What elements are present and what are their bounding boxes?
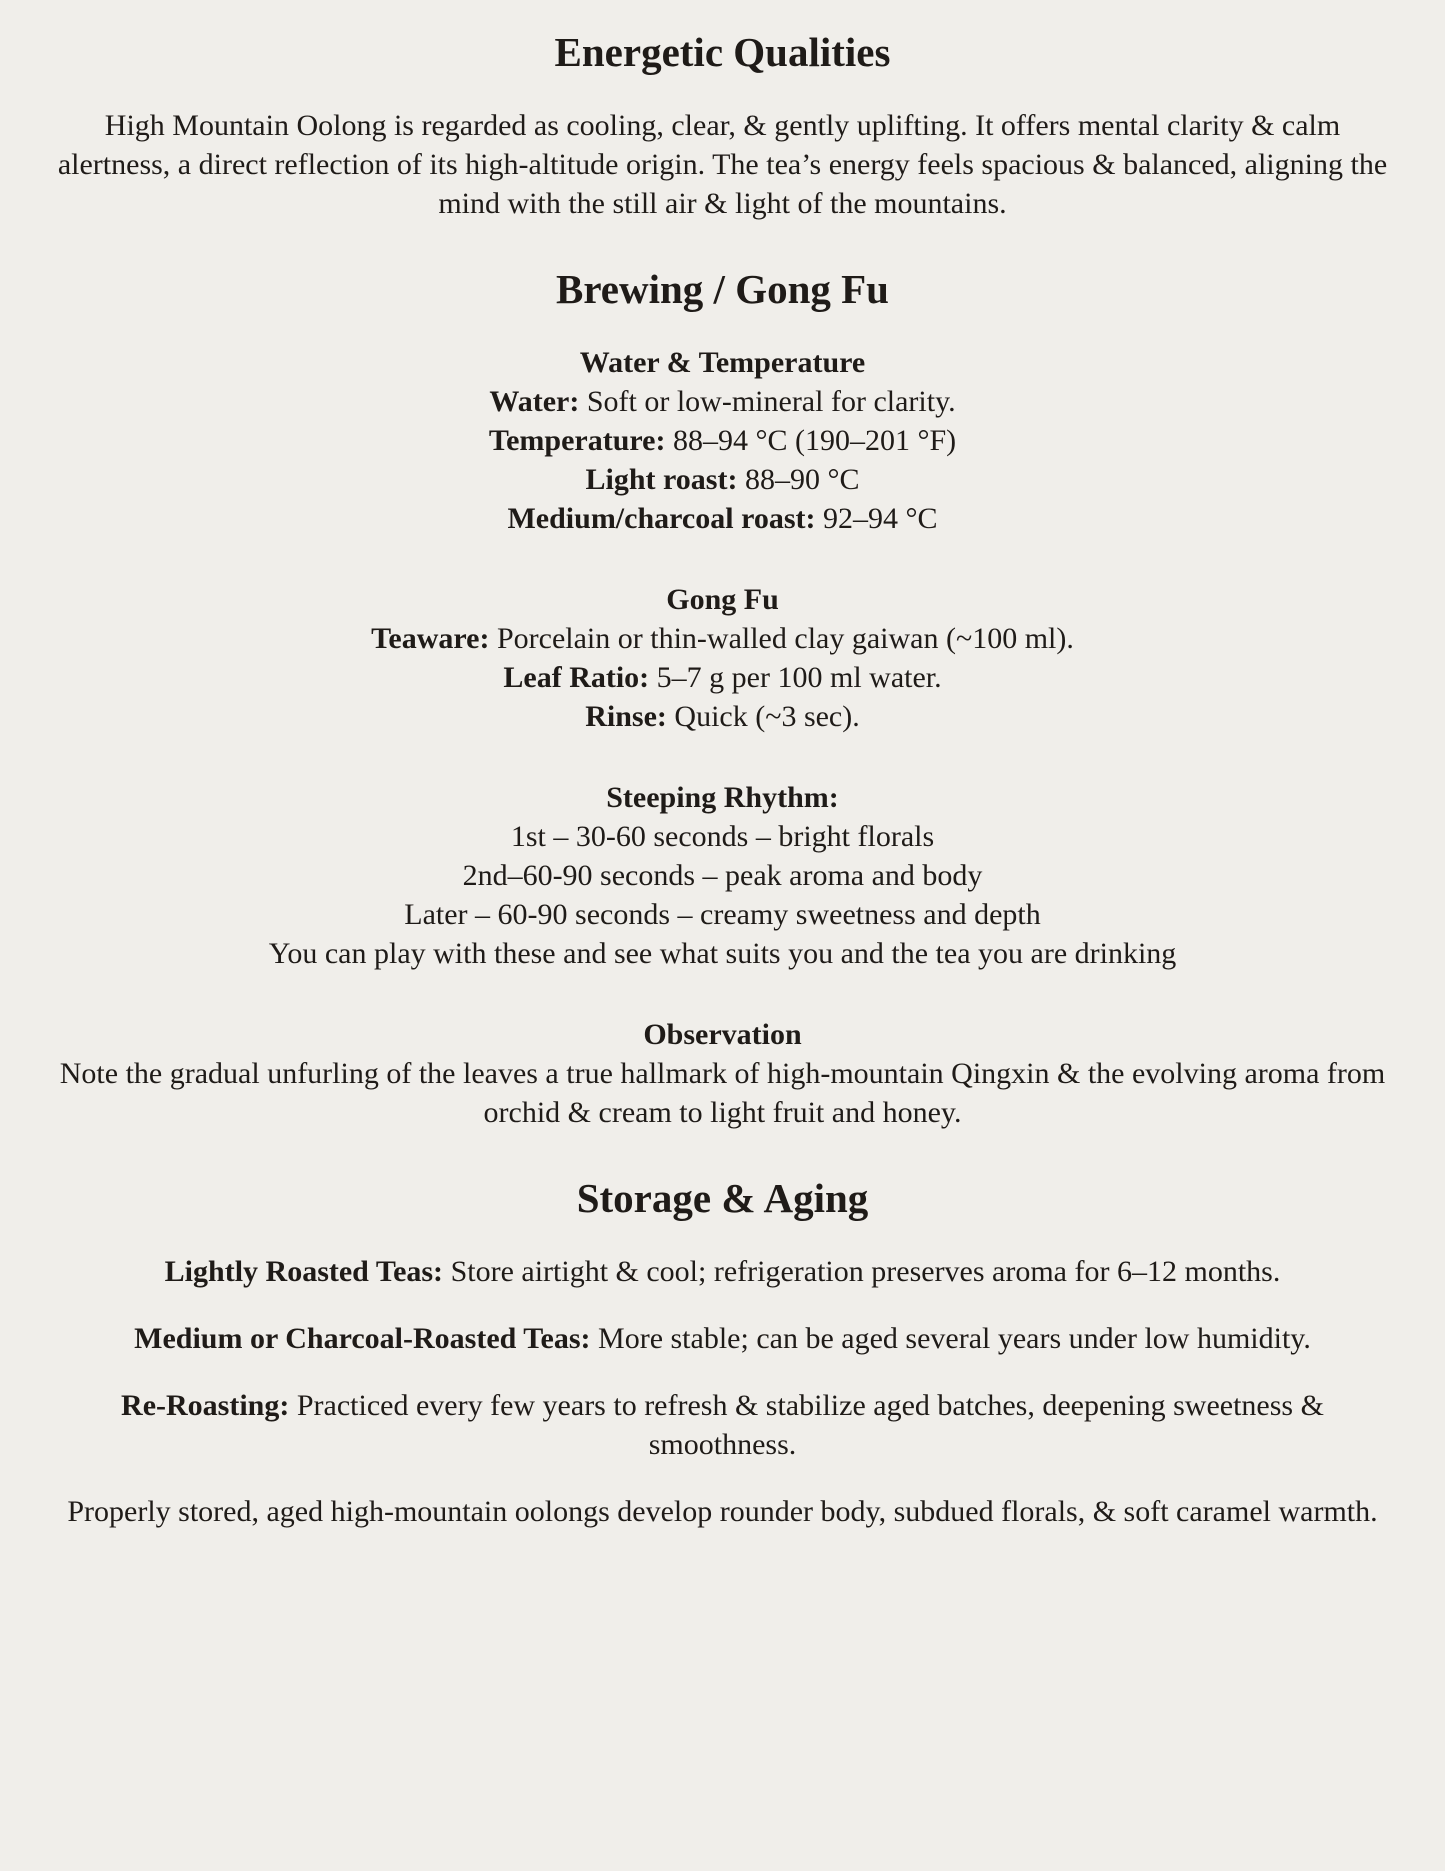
block-gong-fu (55, 580, 1390, 736)
line-rinse (55, 697, 1390, 736)
block-observation (55, 1015, 1390, 1132)
section-storage-aging (55, 1172, 1390, 1531)
subheading-gong-fu: Gong Fu (666, 583, 779, 616)
line-light-roast-text: 88–90 °C (744, 463, 860, 496)
paragraph-medium-roasted-label: Medium or Charcoal-Roasted Teas: (134, 1322, 591, 1355)
block-steeping-rhythm (55, 778, 1390, 973)
line-steep-1st: 1st – 30-60 seconds – bright florals (510, 820, 935, 853)
line-light-roast-label: Light roast: (585, 463, 738, 496)
line-temperature-text: 88–94 °C (190–201 °F) (672, 424, 957, 457)
section-heading-brewing: Brewing / Gong Fu (556, 266, 889, 312)
line-teaware-text: Porcelain or thin-walled clay gaiwan (~100 ml). (496, 622, 1074, 655)
line-steep-2nd: 2nd–60-90 seconds – peak aroma and body (462, 859, 983, 892)
paragraph-medium-roasted-text: More stable; can be aged several years under low humidity. (598, 1322, 1311, 1355)
block-water-temperature (55, 343, 1390, 538)
line-rinse-text: Quick (~3 sec). (674, 700, 860, 733)
paragraph-lightly-roasted-label: Lightly Roasted Teas: (164, 1255, 444, 1288)
section-heading-energetic: Energetic Qualities (554, 29, 891, 75)
line-steep-later: Later – 60-90 seconds – creamy sweetness and depth (404, 898, 1041, 931)
paragraph-re-roasting (55, 1386, 1390, 1464)
paragraph-re-roasting-label: Re-Roasting: (121, 1389, 290, 1422)
line-water-text: Soft or low-mineral for clarity. (586, 385, 956, 418)
line-water (55, 382, 1390, 421)
line-temperature-label: Temperature: (488, 424, 666, 457)
line-medium-roast-label: Medium/charcoal roast: (507, 502, 816, 535)
line-teaware (55, 619, 1390, 658)
subheading-steeping-rhythm: Steeping Rhythm: (606, 781, 839, 814)
line-leaf-ratio-label: Leaf Ratio: (503, 661, 650, 694)
paragraph-observation: Note the gradual unfurling of the leaves a true hallmark of high-mountain Qingxin & the evolving aroma from orchid & cream to light fruit and honey. (59, 1057, 1386, 1129)
line-medium-roast-text: 92–94 °C (823, 502, 938, 535)
line-temperature (55, 421, 1390, 460)
paragraph-re-roasting-text: Practiced every few years to refresh & stabilize aged batches, deepening sweetness & smoothness. (296, 1389, 1324, 1461)
line-steep-note: You can play with these and see what suits you and the tea you are drinking (268, 937, 1177, 970)
section-energetic-qualities (55, 26, 1390, 223)
line-leaf-ratio (55, 658, 1390, 697)
paragraph-medium-roasted (55, 1319, 1390, 1358)
line-leaf-ratio-text: 5–7 g per 100 ml water. (656, 661, 942, 694)
line-water-label: Water: (489, 385, 580, 418)
line-rinse-label: Rinse: (585, 700, 667, 733)
paragraph-lightly-roasted (55, 1252, 1390, 1291)
line-medium-roast (55, 499, 1390, 538)
section-brewing (55, 263, 1390, 1132)
line-teaware-label: Teaware: (371, 622, 490, 655)
line-light-roast (55, 460, 1390, 499)
subheading-observation: Observation (643, 1018, 802, 1051)
subheading-water-temperature: Water & Temperature (579, 346, 866, 379)
section-heading-storage: Storage & Aging (576, 1175, 869, 1221)
paragraph-closing: Properly stored, aged high-mountain oolongs develop rounder body, subdued florals, & soft caramel warmth. (67, 1495, 1378, 1528)
paragraph-energetic: High Mountain Oolong is regarded as cooling, clear, & gently uplifting. It offers mental clarity & calm alertness, a direct reflection of its high-altitude origin. The tea’s energy feels spacious & balanced, aligning the mind with the still air & light of the mountains. (57, 109, 1388, 220)
paragraph-lightly-roasted-text: Store airtight & cool; refrigeration preserves aroma for 6–12 months. (450, 1255, 1281, 1288)
